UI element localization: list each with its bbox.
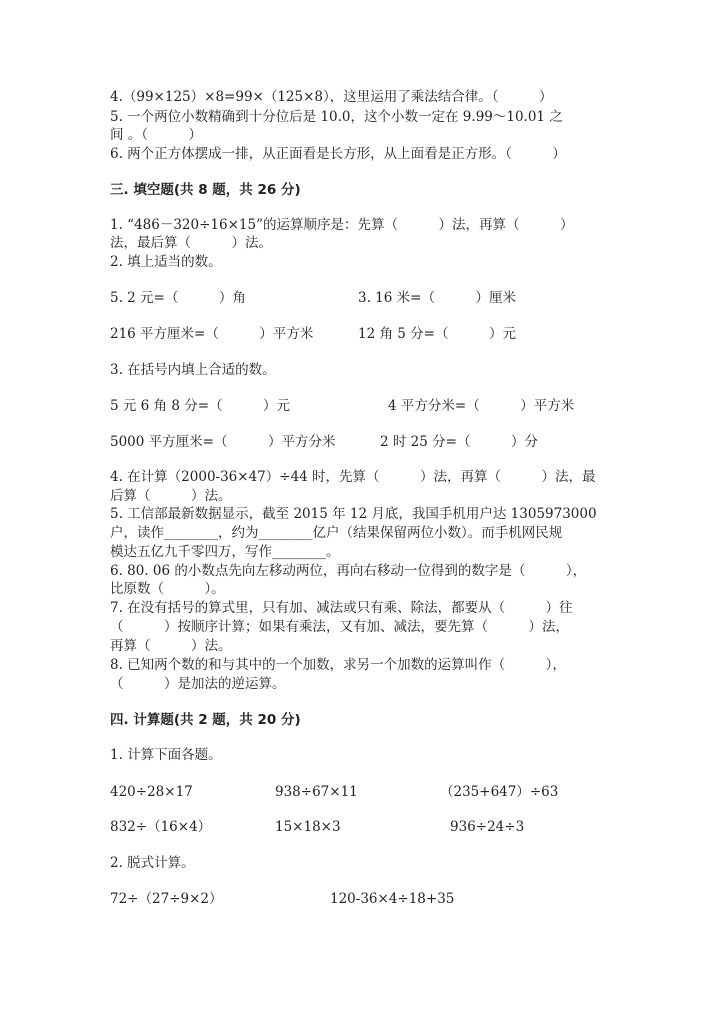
fill-question-1-cont: 法，最后算（ ）法。 [110,235,272,251]
section-3-title: 三. 填空题(共 8 题，共 26 分) [110,182,301,198]
calc-item-6: 936÷24÷3 [450,819,525,835]
fill-question-5-cont2: 模达五亿九千零四万，写作________。 [110,544,340,560]
fill-question-5-cont: 户，读作________，约为________亿户（结果保留两位小数）。而手机网民规 [110,525,563,541]
fill-question-7-cont2: 再算（ ）法。 [110,638,232,654]
section-4-title: 四. 计算题(共 2 题，共 20 分) [110,712,301,728]
fill-q3-item-a: 5 元 6 角 8 分=（ ）元 [110,398,291,414]
stepwise-item-2: 120-36×4÷18+35 [330,891,455,907]
fill-question-3: 3. 在括号内填上合适的数。 [110,362,276,378]
fill-question-2: 2. 填上适当的数。 [110,254,222,270]
fill-question-5: 5. 工信部最新数据显示，截至 2015 年 12 月底，我国手机用户达 1305973000 [110,506,597,522]
calc-item-2: 938÷67×11 [275,784,358,800]
calc-question-2: 2. 脱式计算。 [110,855,195,871]
fill-question-1: 1. “486－320÷16×15”的运算顺序是：先算（ ）法，再算（ ） [110,217,574,233]
fill-q3-item-d: 2 时 25 分=（ ）分 [380,434,538,450]
fill-q3-item-b: 4 平方分米=（ ）平方米 [388,398,575,414]
calc-item-4: 832÷（16×4） [110,819,212,835]
fill-question-6: 6. 80. 06 的小数点先向左移动两位，再向右移动一位得到的数字是（ ）， [110,563,587,579]
stepwise-item-1: 72÷（27÷9×2） [110,891,223,907]
fill-q2-item-a: 5. 2 元=（ ）角 [110,290,246,306]
calc-item-5: 15×18×3 [275,819,341,835]
fill-question-7: 7. 在没有括号的算式里，只有加、减法或只有乘、除法，都要从（ ）往 [110,600,573,616]
fill-question-4: 4. 在计算（2000-36×47）÷44 时，先算（ ）法，再算（ ）法，最 [110,469,596,485]
fill-question-8: 8. 已知两个数的和与其中的一个加数，求另一个加数的运算叫作（ ）， [110,657,566,673]
judge-question-5-cont: 间 。（ ） [110,127,203,143]
calc-question-1: 1. 计算下面各题。 [110,747,222,763]
judge-question-5: 5. 一个两位小数精确到十分位后是 10.0，这个小数一定在 9.99～10.01 之 [110,109,563,125]
fill-question-4-cont: 后算（ ）法。 [110,488,232,504]
fill-question-6-cont: 比原数（ ）。 [110,581,225,597]
fill-question-7-cont: （ ）按顺序计算；如果有乘法，又有加、减法，要先算（ ）法， [110,619,569,635]
fill-q2-item-c: 216 平方厘米=（ ）平方米 [110,326,314,342]
calc-item-3: （235+647）÷63 [440,784,559,800]
fill-question-8-cont: （ ）是加法的逆运算。 [110,676,286,692]
fill-q3-item-c: 5000 平方厘米=（ ）平方分米 [110,434,336,450]
fill-q2-item-b: 3. 16 米=（ ）厘米 [358,290,516,306]
judge-question-4: 4.（99×125）×8=99×（125×8），这里运用了乘法结合律。（ ） [110,89,553,105]
judge-question-6: 6. 两个正方体摆成一排，从正面看是长方形，从上面看是正方形。（ ） [110,146,566,162]
calc-item-1: 420÷28×17 [110,784,193,800]
fill-q2-item-d: 12 角 5 分=（ ）元 [358,326,516,342]
